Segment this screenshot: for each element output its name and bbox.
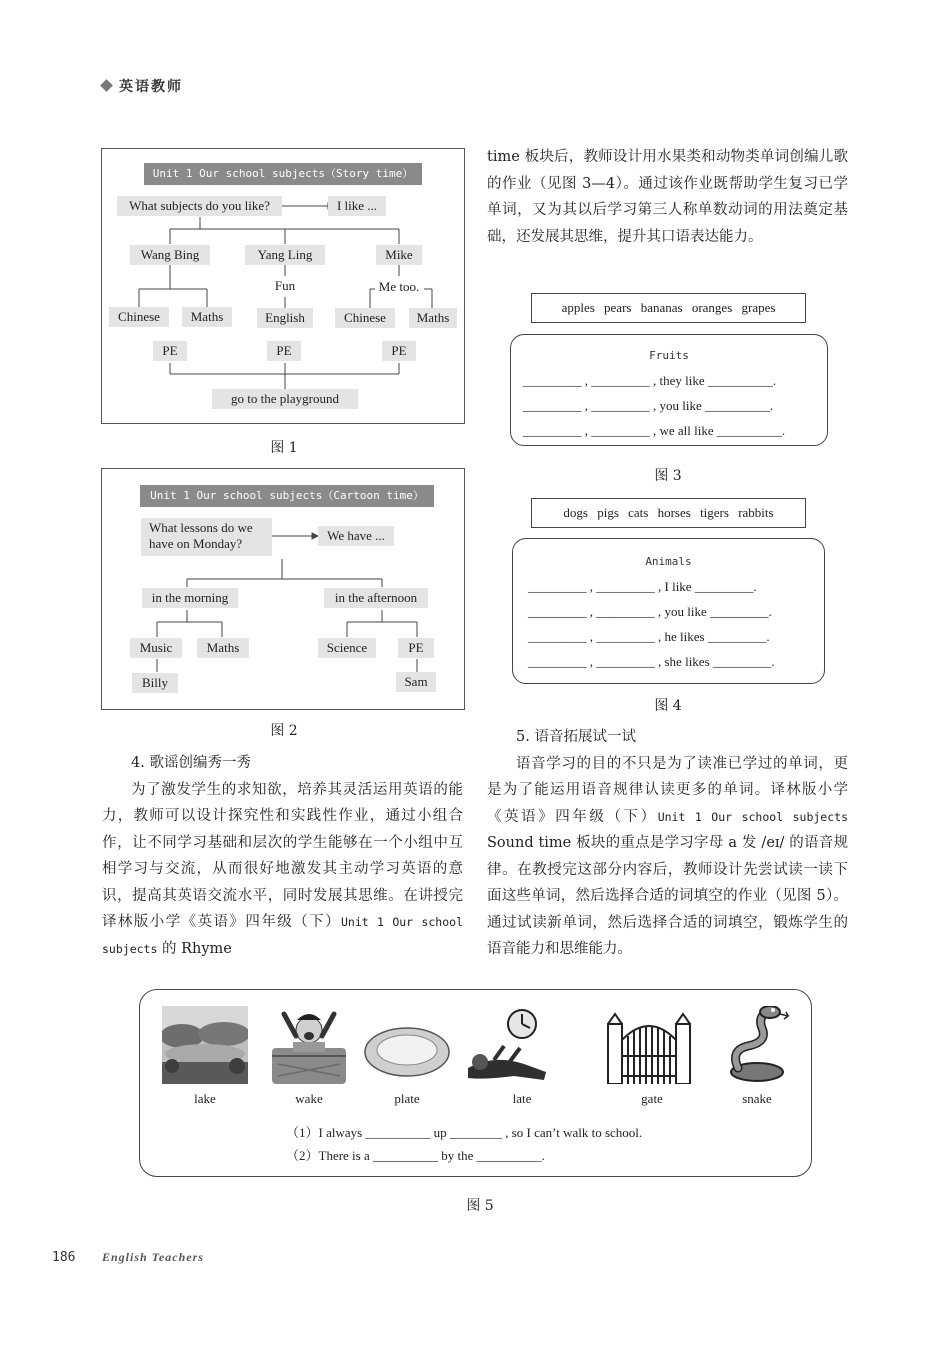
paragraph-unit-name: Unit 1 Our school subjects <box>657 809 848 824</box>
section-4 <box>102 750 463 962</box>
figure-2-caption: 图 2 <box>270 723 298 739</box>
fruits-title: Fruits <box>649 349 689 362</box>
exercise-sentence-2: （2）There is a __________ by the __________. <box>286 1148 545 1163</box>
section-5 <box>487 724 848 963</box>
paragraph-text: 语音学习的目的不只是为了读准已学过的单词，更是为了能运用语音规律认读更多的单词。译林版小学《英语》四年级（下） <box>487 755 848 825</box>
playground-box: go to the playground <box>212 389 358 409</box>
section-4-heading: 4. 歌谣创编秀一秀 <box>131 755 251 771</box>
header-title: 英语教师 <box>119 79 183 95</box>
answer-box: I like ... <box>328 196 386 216</box>
subject-box: Maths <box>182 307 232 327</box>
morning-box: in the morning <box>142 588 238 608</box>
rhyme-line: _________ , _________ , we all like __________. <box>523 423 786 438</box>
paragraph-unit-name: Unit 1 Our school subjects <box>102 915 464 956</box>
me-too-box: Me too. <box>375 277 423 297</box>
fruits-rhyme-box <box>510 334 828 446</box>
wake-picture <box>266 1006 352 1084</box>
figure-2-title: Unit 1 Our school subjects（Cartoon time） <box>140 485 434 507</box>
subject-box: Science <box>318 638 376 658</box>
page-number: 186 <box>52 1250 76 1265</box>
subject-box: English <box>257 308 313 328</box>
pe-box: PE <box>267 341 301 361</box>
subject-box: Chinese <box>109 307 169 327</box>
late-picture <box>464 1006 550 1084</box>
person-box: Wang Bing <box>130 245 210 265</box>
plate-picture <box>364 1006 450 1084</box>
rhyme-line: _________ , _________ , I like _________. <box>528 579 757 594</box>
word-label: plate <box>394 1091 420 1106</box>
journal-header <box>102 76 183 96</box>
fruit-word-bank: apples pears bananas oranges grapes <box>531 293 806 323</box>
question-box: What subjects do you like? <box>117 196 282 216</box>
afternoon-box: in the afternoon <box>324 588 428 608</box>
lake-picture <box>162 1006 248 1084</box>
word-label: wake <box>295 1091 323 1106</box>
figure-5 <box>139 989 812 1177</box>
section-4-paragraph <box>102 777 463 963</box>
figure-1 <box>101 148 465 424</box>
diamond-icon <box>100 79 113 92</box>
pe-box: PE <box>153 341 187 361</box>
figure-4-caption: 图 4 <box>654 698 682 714</box>
pe-box: PE <box>382 341 416 361</box>
question-box: What lessons do we have on Monday? <box>141 518 272 556</box>
figure-1-caption: 图 1 <box>270 440 298 456</box>
figure-1-title: Unit 1 Our school subjects（Story time） <box>144 163 422 185</box>
name-box: Sam <box>396 672 436 692</box>
animals-rhyme-box <box>512 538 825 684</box>
rhyme-line: _________ , _________ , you like __________. <box>523 398 774 413</box>
figure-2 <box>101 468 465 710</box>
paragraph-continued: time 板块后，教师设计用水果类和动物类单词创编儿歌的作业（见图 3—4）。通过该作业既帮助学生复习已学单词，又为其以后学习第三人称单数动词的用法奠定基础，还发展其思维，提升其口语表达能力。 <box>487 149 848 245</box>
subject-box: Chinese <box>335 308 395 328</box>
gate-picture <box>606 1006 692 1084</box>
fun-box: Fun <box>267 276 303 296</box>
section-5-heading: 5. 语音拓展试一试 <box>516 729 636 745</box>
word-label: snake <box>742 1091 772 1106</box>
figure-5-caption: 图 5 <box>466 1198 494 1214</box>
section-4-continued <box>487 144 848 250</box>
rhyme-line: _________ , _________ , they like __________. <box>523 373 777 388</box>
animal-word-bank: dogs pigs cats horses tigers rabbits <box>531 498 806 528</box>
word-label: gate <box>641 1091 663 1106</box>
subject-box: PE <box>398 638 434 658</box>
exercise-sentence-1: （1）I always __________ up ________ , so I can’t walk to school. <box>286 1125 643 1140</box>
animals-title: Animals <box>645 555 692 568</box>
paragraph-text-end: 的 Rhyme <box>157 940 232 957</box>
subject-box: Maths <box>197 638 249 658</box>
figure-3-caption: 图 3 <box>654 468 682 484</box>
word-label: lake <box>194 1091 216 1106</box>
person-box: Mike <box>376 245 422 265</box>
subject-box: Maths <box>409 308 457 328</box>
rhyme-line: _________ , _________ , she likes _________. <box>528 654 775 669</box>
word-label: late <box>512 1091 532 1106</box>
rhyme-line: _________ , _________ , he likes _________. <box>528 629 770 644</box>
answer-box: We have ... <box>318 526 394 546</box>
rhyme-line: _________ , _________ , you like _________. <box>528 604 772 619</box>
paragraph-text: 为了激发学生的求知欲，培养其灵活运用英语的能力，教师可以设计探究性和实践性作业，通过小组合作，让不同学习基础和层次的学生能够在一个小组中互相学习与交流，从而很好地激发其主动学习英语的意识，提高其英语交流水平，同时发展其思维。在讲授完译林版小学《英语》四年级（下） <box>102 781 463 930</box>
subject-box: Music <box>130 638 182 658</box>
name-box: Billy <box>132 673 178 693</box>
journal-name: English Teachers <box>102 1250 204 1264</box>
person-box: Yang Ling <box>245 245 325 265</box>
paragraph-text-end: Sound time 板块的重点是学习字母 a 发 /eɪ/ 的语音规律。在教授完这部分内容后，教师设计先尝试读一读下面这些单词，然后选择合适的词填空的作业（见图 5）。通过试读新单词，然后选择合适的词填空，锻炼学生的语音能力和思维能力。 <box>487 835 848 957</box>
snake-picture <box>714 1006 800 1084</box>
section-5-paragraph <box>487 751 848 963</box>
